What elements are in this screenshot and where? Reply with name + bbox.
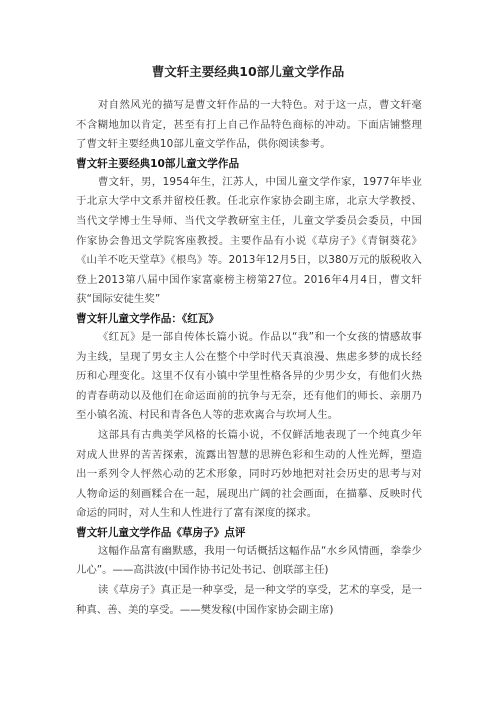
grass-house-review-2: 读《草房子》真正是一种享受，是一种文学的享受，艺术的享受，是一种真、善、美的享受。——樊发稼(中国作家协会副主席) — [76, 584, 422, 616]
section-heading-red-tiles: 曹文轩儿童文学作品：《红瓦》 — [76, 312, 220, 325]
document-title: 曹文轩主要经典10部儿童文学作品 — [151, 64, 345, 79]
intro-paragraph: 对自然风光的描写是曹文轩作品的一大特色。对于这一点，曹文轩毫不含糊地加以肯定，甚至有打上自己作品特色商标的冲动。下面店铺整理了曹文轩主要经典10部儿童文学作品，供你阅读参考。 — [76, 99, 422, 151]
author-bio-paragraph: 曹文轩，男，1954年生，江苏人，中国儿童文学作家，1977年毕业于北京大学中文系并留校任教。任北京作家协会副主席，北京大学教授、当代文学博士生导师、当代文学教研室主任，儿童文学委员会委员，中国作家协会鲁迅文学院客座教授。主要作品有小说《草房子》《青铜葵花》《山羊不吃天堂草》《根鸟》等。2013年12月5日，以380万元的版税收入登上2013第八届中国作家富豪榜主榜第27位。2016年4月4日，曹文轩获“国际安徒生奖” — [76, 175, 422, 306]
section-heading-works: 曹文轩主要经典10部儿童文学作品 — [76, 157, 240, 170]
red-tiles-paragraph-1: 《红瓦》是一部自传体长篇小说。作品以“我”和一个女孩的情感故事为主线，呈现了男女主人公在整个中学时代天真浪漫、焦虑多梦的成长经历和心理变化。这里不仅有小镇中学里性格各异的少男少女，有他们火热的青春萌动以及他们在命运面前的抗争与无奈，还有他们的师长、亲朋乃至小镇名流、村民和青各色人等的悲欢离合与坎坷人生。 — [76, 330, 422, 422]
section-heading-grass-house: 曹文轩儿童文学作品《草房子》点评 — [76, 526, 246, 539]
grass-house-review-1: 这幅作品富有幽默感，我用一句话概括这幅作品“水乡风情画，拳拳少儿心”。——高洪波(中国作协书记处书记、创联部主任) — [76, 544, 422, 577]
red-tiles-paragraph-2: 这部具有古典美学风格的长篇小说，不仅鲜活地表现了一个纯真少年对成人世界的苦苦探索，流露出智慧的思辨色彩和生动的人性光辉，塑造出一系列令人怦然心动的艺术形象，同时巧妙地把对社会历史的思考与对人物命运的刻画糅合在一起，展现出广阔的社会画面，在描摹、反映时代命运的同时，对人生和人性进行了富有深度的探求。 — [76, 428, 422, 520]
document-body — [76, 96, 422, 620]
